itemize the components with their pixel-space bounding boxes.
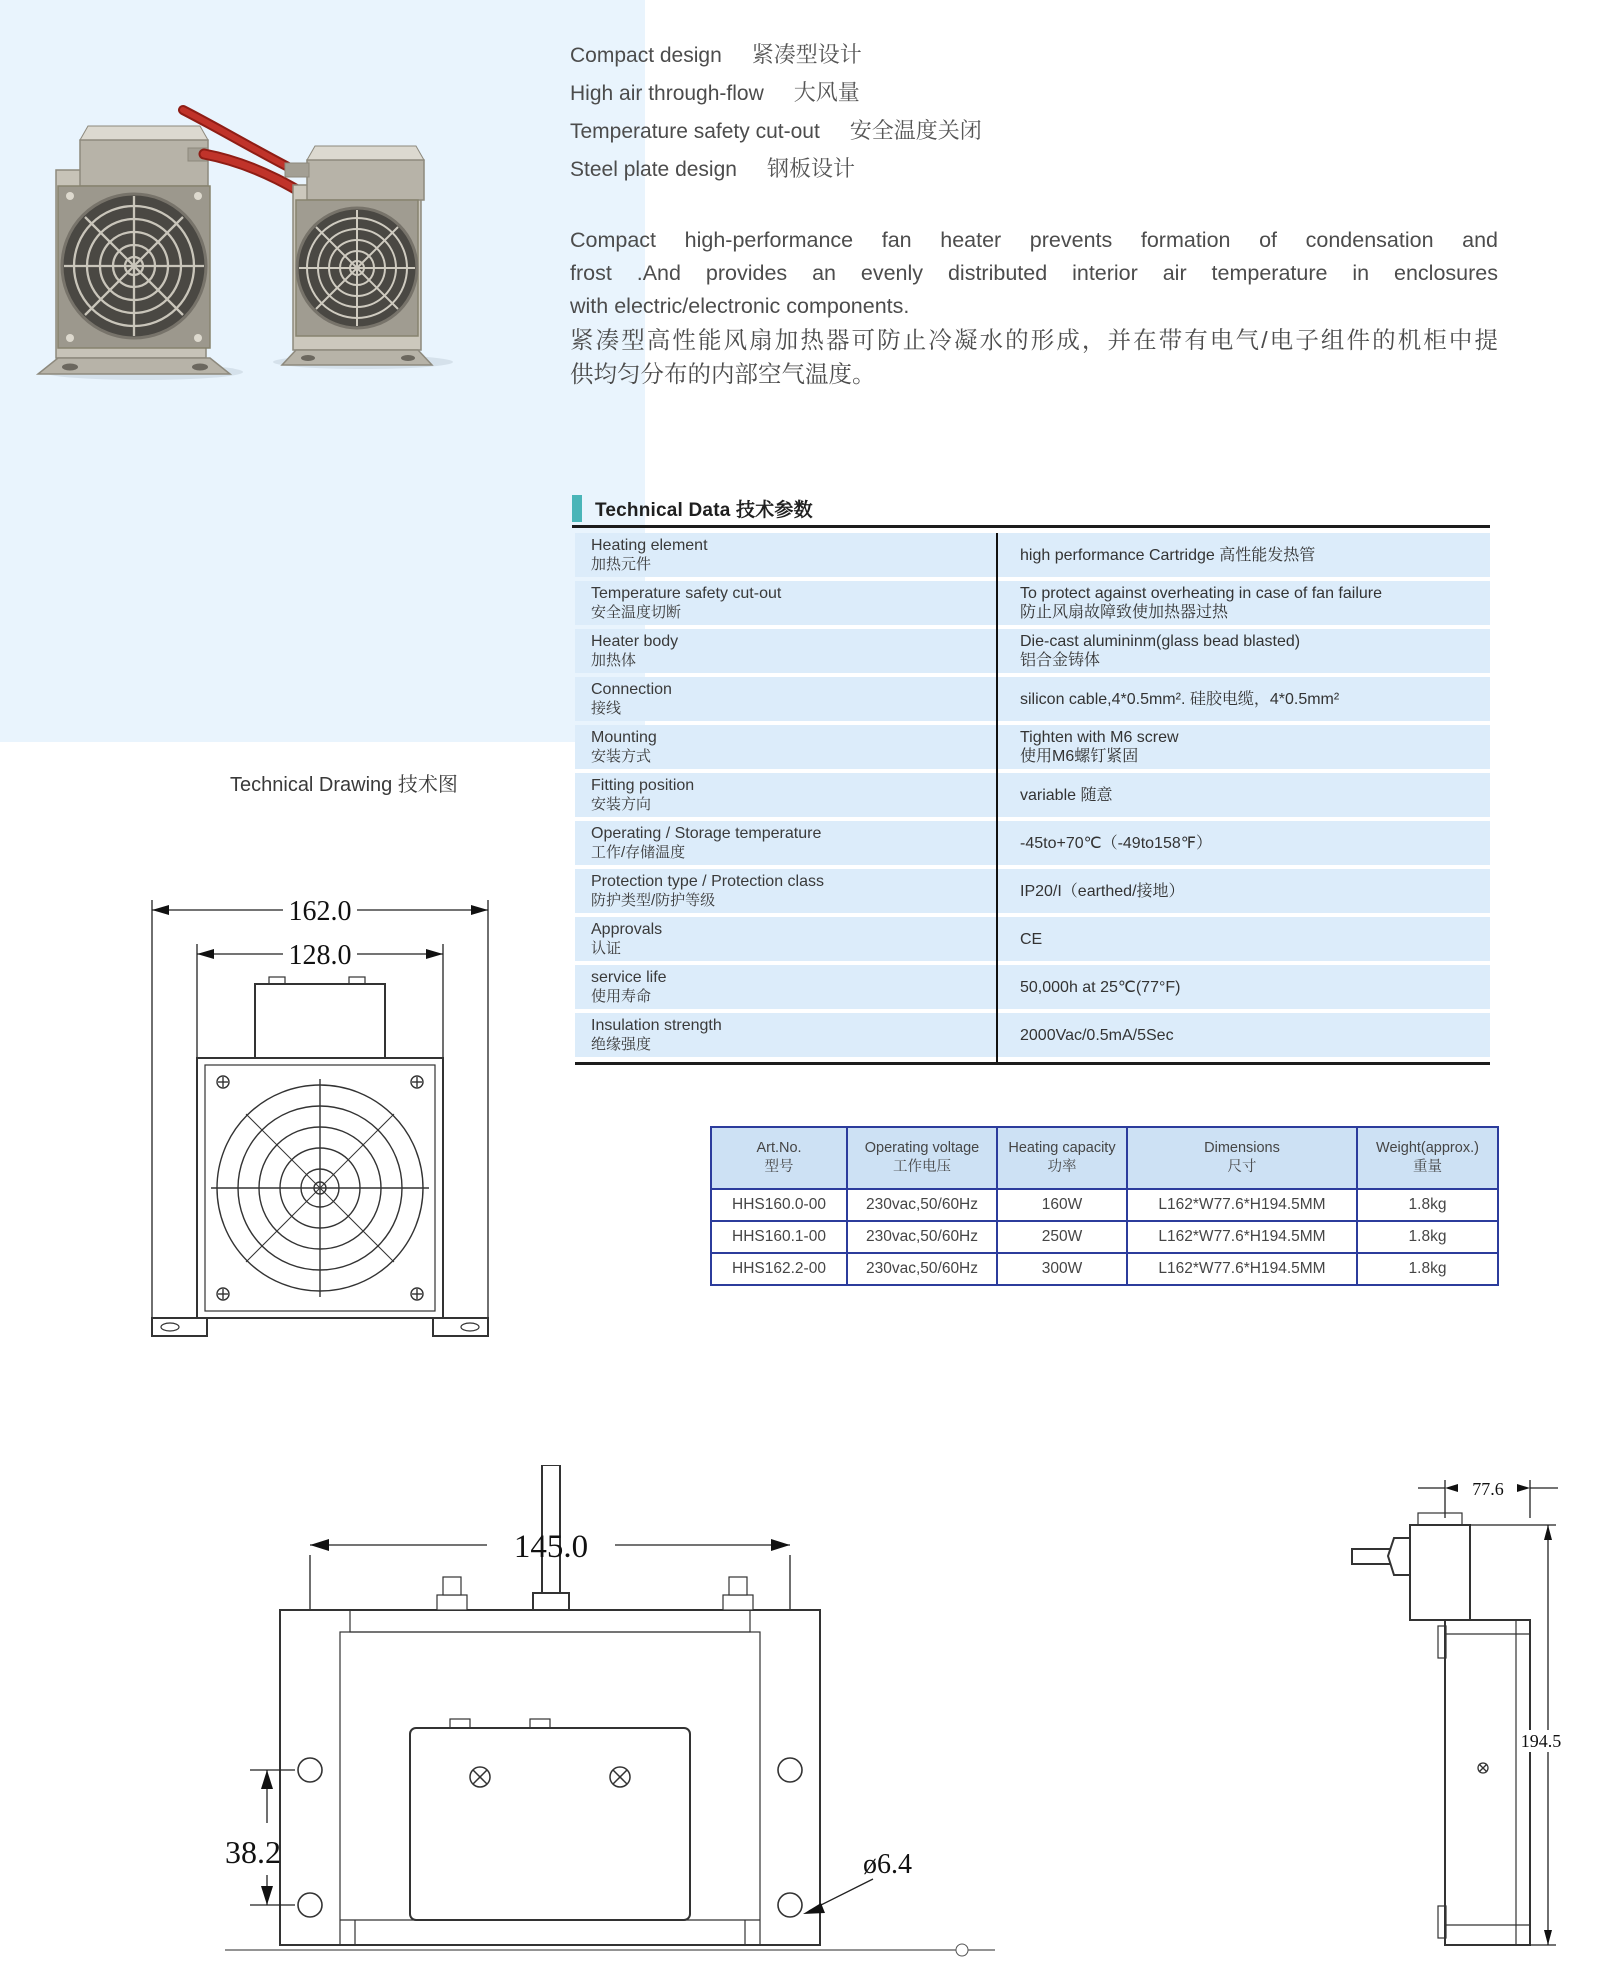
col-dimensions: Dimensions 尺寸 xyxy=(1127,1127,1357,1189)
fan-heater-photo-illustration xyxy=(28,100,488,390)
dim-front-width: 162.0 xyxy=(288,896,352,927)
tech-value: silicon cable,4*0.5mm². 硅胶电缆，4*0.5mm² xyxy=(1020,690,1340,708)
feature-item xyxy=(570,112,982,150)
product-photo xyxy=(28,100,488,390)
feature-zh: 大风量 xyxy=(793,80,860,105)
tech-value: CE xyxy=(1020,930,1043,948)
tech-row xyxy=(575,581,1490,625)
feature-en: High air through-flow xyxy=(570,82,764,105)
product-row: HHS160.0-00 230vac,50/60Hz 160W L162*W77.6*H194.5MM 1.8kg xyxy=(711,1189,1498,1221)
top-clips xyxy=(437,1577,753,1610)
tech-row xyxy=(575,725,1490,769)
product-table xyxy=(710,1126,1499,1286)
side-view-drawing xyxy=(1348,1468,1566,1960)
tech-value: To protect against overheating in case of fan failure 防止风扇故障致使加热器过热 xyxy=(1020,585,1382,621)
feature-en: Compact design xyxy=(570,44,722,67)
product-row: HHS160.1-00 230vac,50/60Hz 250W L162*W77.6*H194.5MM 1.8kg xyxy=(711,1221,1498,1253)
tech-label: Protection type / Protection class 防护类型/防护等级 xyxy=(591,873,824,909)
tech-row xyxy=(575,533,1490,577)
tech-value: high performance Cartridge 高性能发热管 xyxy=(1020,546,1316,564)
dim-side-height: 194.5 xyxy=(1520,1731,1562,1751)
feature-zh: 钢板设计 xyxy=(766,156,855,181)
description-line: frost .And provides an evenly distributed interior air temperature in enclosures xyxy=(570,261,1498,285)
tech-row xyxy=(575,773,1490,817)
tech-label: Approvals 认证 xyxy=(591,921,663,957)
tech-row xyxy=(575,917,1490,961)
technical-data-title: Technical Data 技术参数 xyxy=(595,500,813,521)
col-capacity: Heating capacity 功率 xyxy=(997,1127,1127,1189)
tech-label: Connection 接线 xyxy=(591,681,672,717)
dim-side-depth: 77.6 xyxy=(1472,1479,1504,1499)
tech-label: Fitting position 安装方向 xyxy=(591,777,695,813)
feature-item xyxy=(570,150,982,188)
description-line: Compact high-performance fan heater prevents formation of condensation and xyxy=(570,228,1498,252)
tech-value: IP20/I（earthed/接地） xyxy=(1020,882,1185,900)
technical-data-header xyxy=(572,492,1490,528)
fan-grille-icon xyxy=(299,210,415,326)
dim-hole-spacing: 38.2 xyxy=(225,1834,281,1870)
dim-front-inner-width: 128.0 xyxy=(288,940,352,971)
description-line: with electric/electronic components. xyxy=(570,294,910,318)
col-voltage: Operating voltage 工作电压 xyxy=(847,1127,997,1189)
tech-value: -45to+70℃（-49to158℉） xyxy=(1020,834,1212,852)
product-description xyxy=(570,224,1498,391)
feature-zh: 紧凑型设计 xyxy=(751,42,862,67)
product-table-header-row xyxy=(711,1127,1498,1189)
feature-item xyxy=(570,74,982,112)
tech-value: 2000Vac/0.5mA/5Sec xyxy=(1020,1026,1174,1044)
tech-label: Heating element 加热元件 xyxy=(591,537,708,573)
feature-item xyxy=(570,36,982,74)
tech-label: Temperature safety cut-out 安全温度切断 xyxy=(591,585,782,621)
col-artno: Art.No. 型号 xyxy=(711,1127,847,1189)
description-line-zh: 供均匀分布的内部空气温度。 xyxy=(570,361,876,387)
tech-label: Operating / Storage temperature 工作/存储温度 xyxy=(591,825,822,861)
feature-zh: 安全温度关闭 xyxy=(849,118,982,143)
tech-value: Die-cast alumininm(glass bead blasted) 铝合金铸体 xyxy=(1020,633,1301,669)
fan-grille-icon xyxy=(64,196,204,336)
feature-en: Steel plate design xyxy=(570,158,737,181)
tech-label: Insulation strength 绝缘强度 xyxy=(591,1017,722,1053)
feature-en: Temperature safety cut-out xyxy=(570,120,820,143)
technical-data-table xyxy=(575,533,1490,1065)
front-view-drawing xyxy=(145,868,497,1350)
tech-value: variable 随意 xyxy=(1020,786,1113,804)
tech-row xyxy=(575,869,1490,913)
tech-value: Tighten with M6 screw 使用M6螺钉紧固 xyxy=(1020,729,1179,765)
description-line-zh: 紧凑型高性能风扇加热器可防止冷凝水的形成，并在带有电气/电子组件的机柜中提 xyxy=(570,327,1498,353)
tech-row xyxy=(575,1013,1490,1057)
feature-list xyxy=(570,36,982,188)
technical-drawing-caption: Technical Drawing 技术图 xyxy=(230,774,458,796)
tech-row xyxy=(575,821,1490,865)
tech-label: Heater body 加热体 xyxy=(591,633,679,669)
tech-row xyxy=(575,677,1490,721)
col-weight: Weight(approx.) 重量 xyxy=(1357,1127,1498,1189)
fan-heater-right xyxy=(183,110,432,365)
tech-row xyxy=(575,629,1490,673)
dim-bottom-width: 145.0 xyxy=(513,1529,589,1565)
tech-row xyxy=(575,965,1490,1009)
teal-accent-bar xyxy=(572,495,582,522)
product-row: HHS162.2-00 230vac,50/60Hz 300W L162*W77.6*H194.5MM 1.8kg xyxy=(711,1253,1498,1285)
tech-label: Mounting 安装方式 xyxy=(591,729,657,765)
dim-hole-diameter: ø6.4 xyxy=(863,1849,912,1880)
bottom-view-drawing xyxy=(225,1465,1005,1965)
tech-label: service life 使用寿命 xyxy=(591,969,667,1005)
tech-value: 50,000h at 25℃(77°F) xyxy=(1020,978,1181,996)
